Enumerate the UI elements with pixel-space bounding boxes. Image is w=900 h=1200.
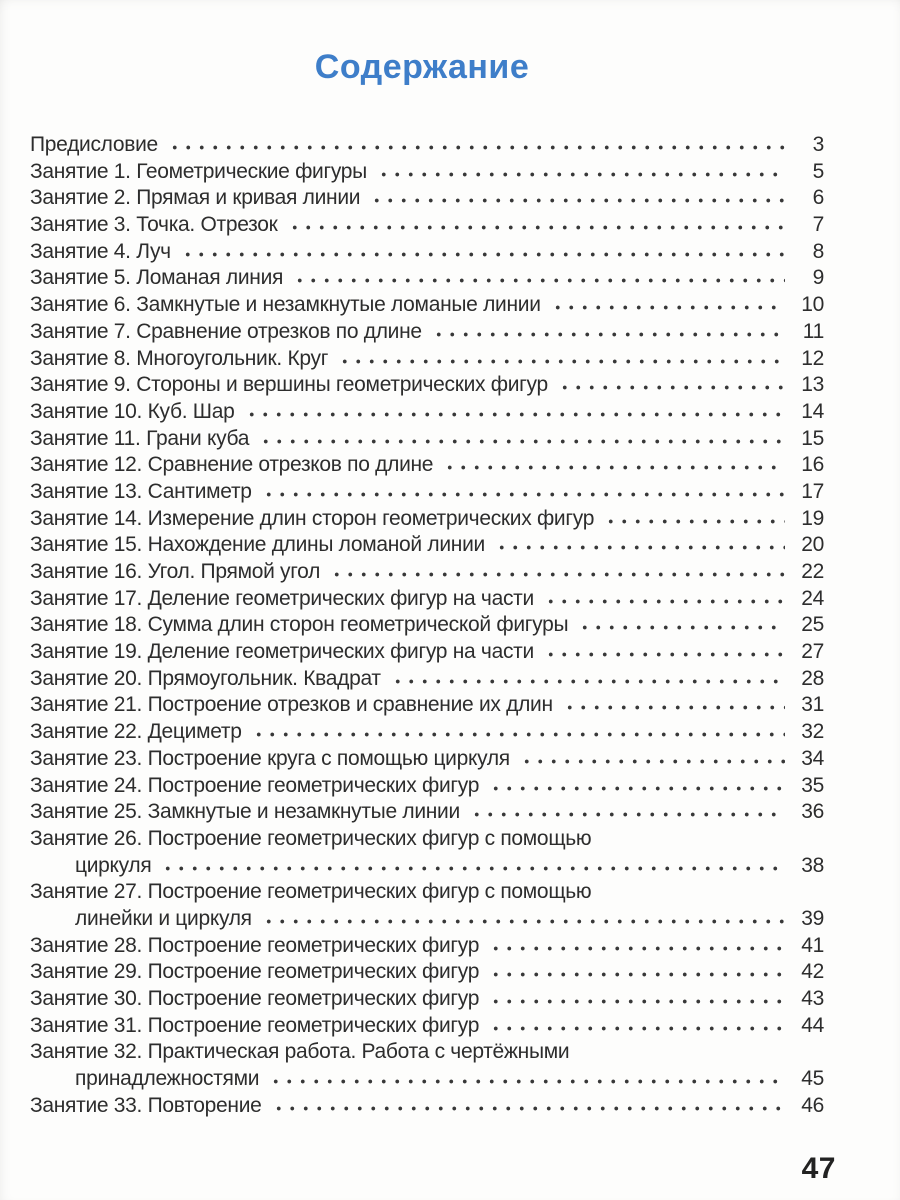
toc-entry-page: 32: [801, 720, 824, 744]
dot-leader: [486, 1025, 785, 1032]
toc-entry: [30, 507, 824, 534]
toc-entry: [30, 1014, 824, 1041]
toc-entry: [30, 613, 824, 640]
dot-leader: [548, 304, 785, 311]
dot-leader: [486, 785, 785, 792]
toc-entry-page: 46: [801, 1093, 824, 1117]
toc-entry-label: Занятие 29. Построение геометрических фигур: [30, 960, 480, 984]
toc-entry-label: Занятие 21. Построение отрезков и сравнение их длин: [30, 693, 553, 717]
dot-leader: [601, 518, 785, 525]
toc-entry: [30, 774, 824, 801]
dot-leader: [335, 358, 785, 365]
toc-entry-page: 22: [801, 560, 824, 583]
toc-entry-page: 44: [801, 1013, 824, 1037]
dot-leader: [440, 464, 785, 471]
toc-entry-page: 3: [812, 133, 824, 156]
toc-entry-label: Занятие 14. Измерение длин сторон геометрических фигур: [30, 506, 595, 530]
toc-entry-label: Занятие 30. Построение геометрических фигур: [30, 987, 480, 1010]
toc-entry-label: Занятие 28. Построение геометрических фигур: [30, 933, 480, 957]
toc-entry-page: 24: [801, 586, 824, 610]
toc-entry-page: 16: [801, 453, 824, 477]
toc-entry: [30, 667, 824, 694]
toc-entry-page: 45: [801, 1067, 824, 1091]
dot-leader: [266, 1078, 785, 1085]
toc-entry-label: Занятие 5. Ломаная линия: [30, 266, 284, 290]
toc-entry-page: 7: [812, 213, 824, 237]
dot-leader: [285, 224, 786, 231]
toc-entry: [30, 240, 824, 267]
toc-entry-label: Занятие 16. Угол. Прямой угол: [30, 560, 321, 583]
toc-entry: [30, 987, 824, 1014]
dot-leader: [467, 811, 785, 818]
toc-entry-page: 42: [801, 960, 824, 984]
toc-entry-label: Занятие 25. Замкнутые и незамкнутые линии: [30, 800, 460, 824]
dot-leader: [242, 411, 786, 418]
dot-leader: [158, 865, 785, 872]
toc-entry-label: Занятие 2. Прямая и кривая линии: [30, 186, 361, 210]
toc-entry-page: 15: [801, 426, 824, 450]
toc-entry: [30, 453, 824, 480]
toc-entry: [30, 1094, 824, 1121]
toc-entry-label: Занятие 3. Точка. Отрезок: [30, 213, 278, 237]
toc-entry-label: Занятие 1. Геометрические фигуры: [30, 159, 367, 183]
toc-entry: [30, 186, 824, 213]
dot-leader: [290, 277, 785, 284]
toc-entry-label: Занятие 22. Дециметр: [30, 720, 242, 744]
toc-entry-label: циркуля: [75, 853, 152, 877]
toc-entry: [30, 347, 824, 374]
page-number: 47: [801, 1152, 836, 1185]
toc-entry-page: 19: [801, 506, 824, 530]
toc-entry-label: Занятие 23. Построение круга с помощью циркуля: [30, 746, 510, 770]
dot-leader: [560, 704, 785, 711]
toc-entry-page: 20: [801, 533, 824, 557]
toc-entry-page: 35: [801, 773, 824, 797]
toc-entry-label: Занятие 11. Грани куба: [30, 426, 250, 450]
toc-entry: [30, 427, 824, 454]
dot-leader: [178, 251, 785, 258]
toc-entry-continuation: [30, 1067, 824, 1094]
dot-leader: [269, 1105, 785, 1112]
dot-leader: [486, 998, 785, 1005]
dot-leader: [259, 918, 785, 925]
toc-entry-page: 14: [801, 399, 824, 423]
toc-entry: [30, 133, 824, 160]
toc-entry-label: Занятие 12. Сравнение отрезков по длине: [30, 453, 434, 477]
dot-leader: [388, 678, 785, 685]
dot-leader: [429, 331, 785, 338]
dot-leader: [575, 624, 785, 631]
toc-entry-page: 28: [801, 666, 824, 690]
toc-entry-label: Занятие 4. Луч: [30, 239, 171, 263]
toc-entry-label: Занятие 13. Сантиметр: [30, 479, 252, 503]
toc-entry-page: 25: [801, 613, 824, 637]
toc-entry-label: Занятие 10. Куб. Шар: [30, 399, 235, 423]
toc-entry: [30, 480, 824, 507]
dot-leader: [327, 571, 785, 578]
toc-entry-page: 34: [801, 746, 824, 770]
toc-entry-page: 12: [801, 346, 824, 370]
toc-entry-page: 6: [812, 186, 824, 210]
dot-leader: [374, 171, 785, 178]
toc-entry: [30, 533, 824, 560]
dot-leader: [367, 197, 785, 204]
toc-entry-label: Занятие 27. Построение геометрических фигур с помощью: [30, 880, 592, 904]
toc-entry-label: Занятие 26. Построение геометрических фигур с помощью: [30, 826, 592, 850]
toc-entry: [30, 827, 824, 854]
toc-entry-label: Занятие 9. Стороны и вершины геометрических фигур: [30, 373, 548, 397]
dot-leader: [492, 544, 785, 551]
toc-entry-label: Занятие 33. Повторение: [30, 1093, 262, 1117]
toc-entry-label: Занятие 20. Прямоугольник. Квадрат: [30, 666, 381, 690]
toc-entry: [30, 213, 824, 240]
toc-entry-page: 36: [801, 800, 824, 824]
toc-entry-page: 13: [801, 373, 824, 397]
toc-entry: [30, 640, 824, 667]
toc-entry-page: 8: [812, 239, 824, 263]
toc-entry-page: 11: [802, 319, 824, 343]
toc-entry-page: 5: [812, 159, 824, 183]
toc-entry-page: 9: [812, 266, 824, 290]
dot-leader: [541, 598, 785, 605]
toc-entry: [30, 320, 824, 347]
toc-entry: [30, 587, 824, 614]
toc-entry-page: 43: [801, 987, 824, 1010]
toc-entry-label: Занятие 31. Построение геометрических фигур: [30, 1013, 480, 1037]
toc-entry-label: Занятие 7. Сравнение отрезков по длине: [30, 319, 422, 343]
dot-leader: [249, 731, 785, 738]
dot-leader: [486, 971, 785, 978]
dot-leader: [256, 438, 785, 445]
dot-leader: [259, 491, 785, 498]
toc-entry-page: 17: [801, 479, 824, 503]
toc-entry-page: 38: [801, 853, 824, 877]
toc-entry: [30, 373, 824, 400]
toc-entry-label: Занятие 8. Многоугольник. Круг: [30, 346, 329, 370]
toc-entry-label: Занятие 6. Замкнутые и незамкнутые ломаные линии: [30, 293, 541, 317]
toc-entry: [30, 960, 824, 987]
toc-entry-label: Занятие 19. Деление геометрических фигур на части: [30, 640, 534, 664]
dot-leader: [165, 144, 785, 151]
toc-entry: [30, 720, 824, 747]
toc-entry: [30, 400, 824, 427]
toc-entry-label: Предисловие: [30, 133, 158, 156]
toc-entry-page: 27: [801, 640, 824, 664]
dot-leader: [517, 758, 785, 765]
toc-entry: [30, 560, 824, 587]
toc-entry: [30, 747, 824, 774]
toc-entry: [30, 160, 824, 187]
toc-entry: [30, 880, 824, 907]
toc-entry-page: 10: [801, 293, 824, 317]
page-title: Содержание: [314, 48, 530, 86]
toc-entry-page: 41: [801, 933, 824, 957]
toc-entry: [30, 934, 824, 961]
dot-leader: [541, 651, 785, 658]
toc-entry-page: 39: [801, 906, 824, 930]
toc-entry-label: принадлежностями: [75, 1067, 260, 1091]
toc-entry: [30, 293, 824, 320]
toc-entry-label: Занятие 24. Построение геометрических фигур: [30, 773, 480, 797]
toc-entry-label: линейки и циркуля: [75, 906, 252, 930]
toc-entry: [30, 1040, 824, 1067]
toc-entry-label: Занятие 32. Практическая работа. Работа с чертёжными: [30, 1040, 570, 1064]
toc-entry: [30, 266, 824, 293]
toc-entry: [30, 800, 824, 827]
toc-list: [0, 133, 900, 1120]
toc-entry-label: Занятие 15. Нахождение длины ломаной линии: [30, 533, 485, 557]
toc-entry-continuation: [30, 854, 824, 881]
toc-entry-continuation: [30, 907, 824, 934]
toc-entry-label: Занятие 17. Деление геометрических фигур на части: [30, 586, 534, 610]
dot-leader: [486, 945, 785, 952]
toc-entry-label: Занятие 18. Сумма длин сторон геометрической фигуры: [30, 613, 569, 637]
toc-entry: [30, 693, 824, 720]
dot-leader: [555, 384, 785, 391]
toc-entry-page: 31: [801, 693, 824, 717]
